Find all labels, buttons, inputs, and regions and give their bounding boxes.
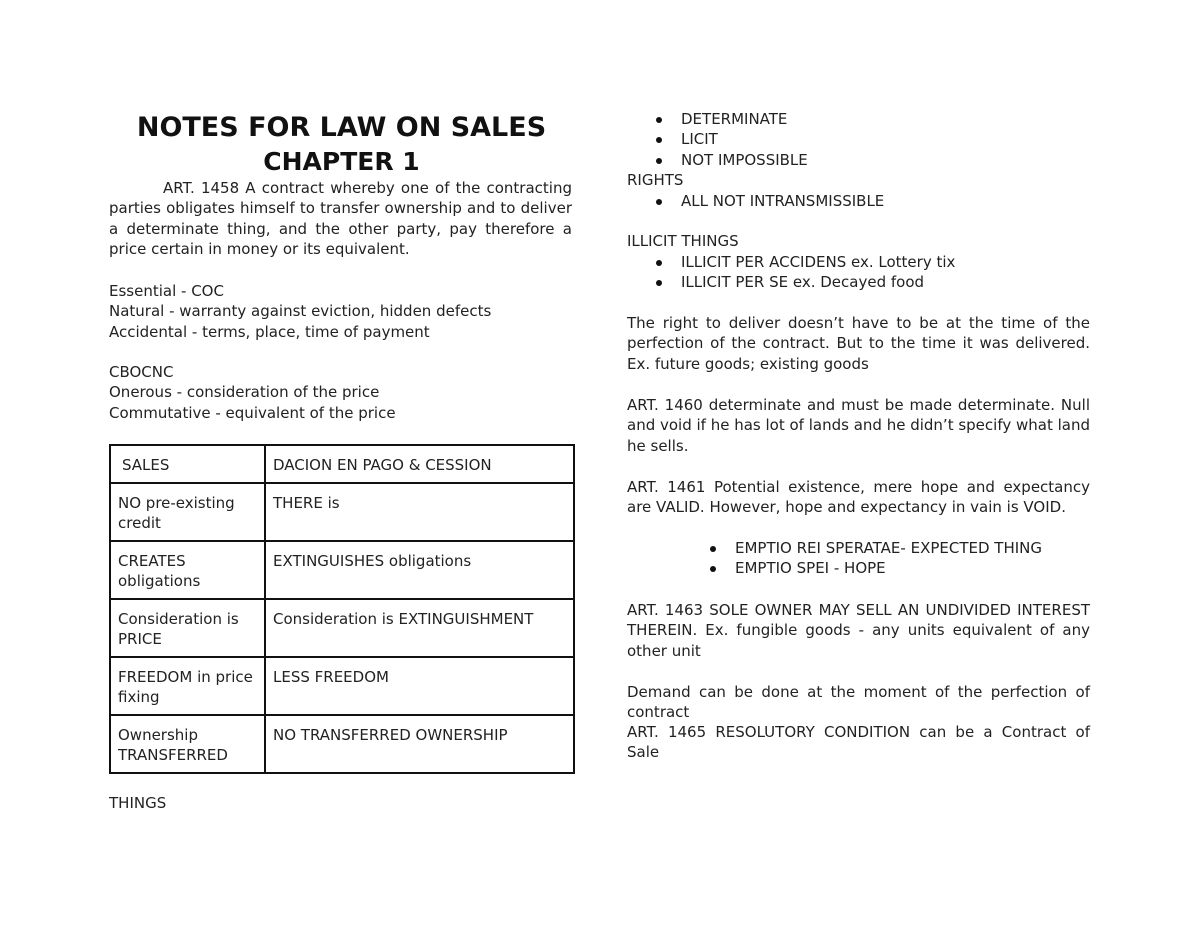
characteristics-list <box>109 362 574 423</box>
list-item: LICIT <box>627 129 1091 149</box>
table-cell: EXTINGUISHES obligations <box>265 541 574 599</box>
characteristics-acronym: CBOCNC <box>109 363 174 381</box>
table-header-cell: DACION EN PAGO & CESSION <box>265 445 574 483</box>
demand-paragraph: Demand can be done at the moment of the perfection of contract <box>627 683 1090 722</box>
rights-heading: RIGHTS <box>627 171 684 189</box>
table-row <box>110 599 574 657</box>
table-header-cell: SALES <box>110 445 265 483</box>
table-cell: NO TRANSFERRED OWNERSHIP <box>265 715 574 773</box>
table-cell: Ownership TRANSFERRED <box>110 715 265 773</box>
elements-list <box>109 281 574 342</box>
table-row <box>110 541 574 599</box>
table-row <box>110 715 574 773</box>
things-list <box>627 109 1091 170</box>
element-natural: Natural - warranty against eviction, hidden defects <box>109 302 492 321</box>
rights-list <box>627 191 1091 211</box>
table-cell: THERE is <box>265 483 574 541</box>
table-row <box>110 483 574 541</box>
list-item: DETERMINATE <box>627 109 1091 129</box>
comparison-table <box>109 444 575 774</box>
art-1461-paragraph: ART. 1461 Potential existence, mere hope and expectancy are VALID. However, hope and expectancy in vain is VOID. <box>627 478 1090 517</box>
table-cell: Consideration is EXTINGUISHMENT <box>265 599 574 657</box>
art-1460-paragraph: ART. 1460 determinate and must be made determinate. Null and void if he has lot of lands and he didn’t specify what land he sells. <box>627 396 1090 455</box>
table-cell: Consideration is PRICE <box>110 599 265 657</box>
art-1458-paragraph: ART. 1458 A contract whereby one of the contracting parties obligates himself to transfer ownership and to deliver a determinate thing, and the other party, pay therefore a price certain in money or its equivalent. <box>109 179 572 258</box>
table-cell: FREEDOM in price fixing <box>110 657 265 715</box>
illicit-list <box>627 252 1091 293</box>
table-cell: NO pre-existing credit <box>110 483 265 541</box>
deliver-paragraph: The right to deliver doesn’t have to be at the time of the perfection of the contract. But to the time it was delivered. Ex. future goods; existing goods <box>627 314 1090 373</box>
list-item: ILLICIT PER ACCIDENS ex. Lottery tix <box>627 252 1091 272</box>
list-item: EMPTIO REI SPERATAE- EXPECTED THING <box>681 538 1091 558</box>
table-row <box>110 657 574 715</box>
characteristic-commutative: Commutative - equivalent of the price <box>109 403 396 422</box>
things-heading: THINGS <box>109 794 167 812</box>
characteristic-onerous: Onerous - consideration of the price <box>109 383 380 402</box>
table-header-row <box>110 445 574 483</box>
element-essential: Essential - COC <box>109 282 224 300</box>
element-accidental: Accidental - terms, place, time of payment <box>109 322 430 341</box>
page-title: NOTES FOR LAW ON SALES <box>136 112 547 143</box>
chapter-heading: CHAPTER 1 <box>263 147 420 176</box>
emptio-list <box>681 538 1091 579</box>
table-cell: LESS FREEDOM <box>265 657 574 715</box>
art-1465-paragraph: ART. 1465 RESOLUTORY CONDITION can be a Contract of Sale <box>627 723 1090 762</box>
list-item: NOT IMPOSSIBLE <box>627 150 1091 170</box>
list-item: EMPTIO SPEI - HOPE <box>681 558 1091 578</box>
list-item: ILLICIT PER SE ex. Decayed food <box>627 272 1091 292</box>
illicit-heading: ILLICIT THINGS <box>627 232 739 250</box>
art-1463-paragraph: ART. 1463 SOLE OWNER MAY SELL AN UNDIVIDED INTEREST THEREIN. Ex. fungible goods - any units equivalent of any other unit <box>627 601 1090 660</box>
list-item: ALL NOT INTRANSMISSIBLE <box>627 191 1091 211</box>
table-cell: CREATES obligations <box>110 541 265 599</box>
